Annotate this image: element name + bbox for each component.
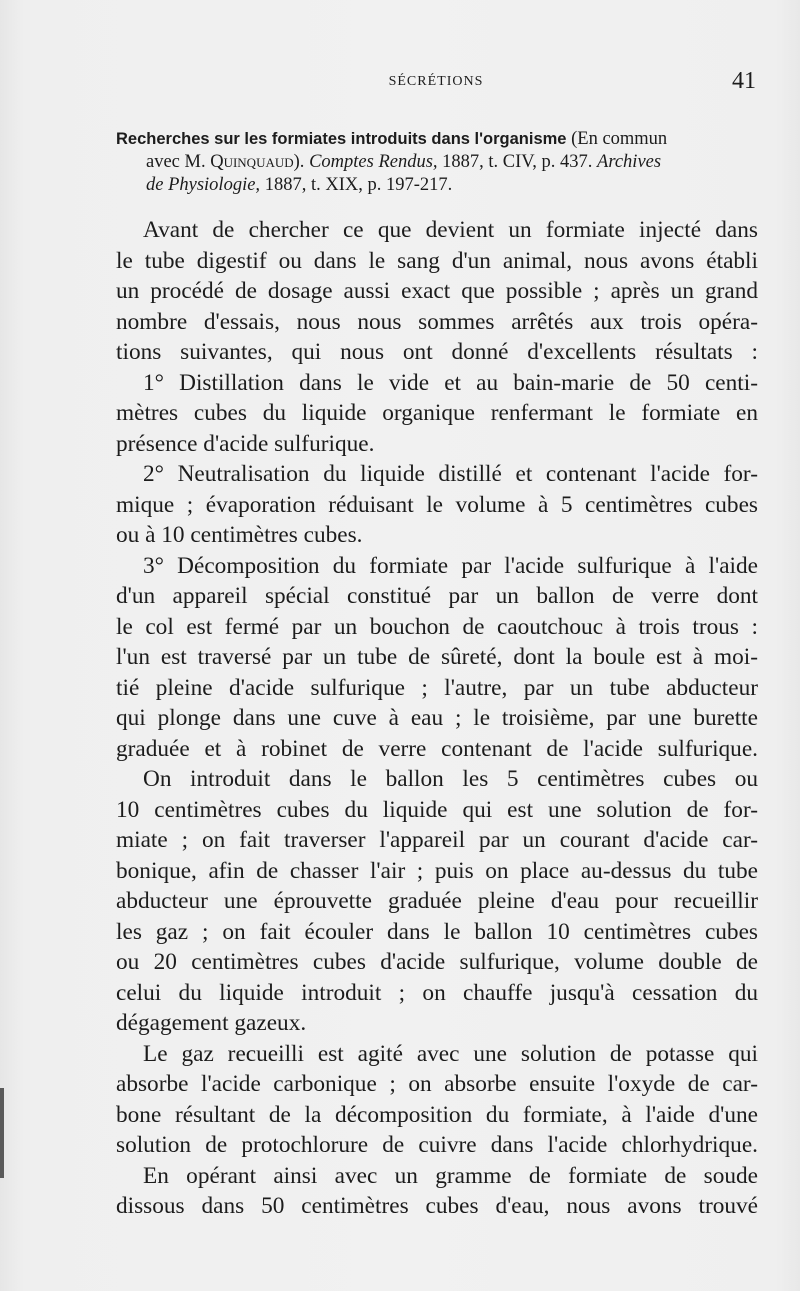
text-line: un procédé de dosage aussi exact que possible ; après un grand: [116, 278, 758, 304]
text-line: celui du liquide introduit ; on chauffe jusqu'à cessation du: [116, 979, 758, 1006]
text-line: le tube digestif ou dans le sang d'un animal, nous avons établi: [116, 247, 758, 274]
text-line: 1° Distillation dans le vide et au bain-marie de 50 centi-: [143, 369, 758, 396]
page-edge-shadow: [0, 1088, 4, 1178]
text-line: Le gaz recueilli est agité avec une solution de potasse qui: [143, 1040, 758, 1067]
text-line: bonique, afin de chasser l'air ; puis on place au-dessus du tube: [116, 857, 758, 884]
journal-name: Archives: [597, 152, 662, 172]
text-line: mètres cubes du liquide organique renfermant le formiate en: [116, 400, 758, 426]
reference-author: Quinquaud: [210, 152, 294, 172]
reference-text: (En commun: [566, 129, 668, 149]
reference-text: ).: [293, 152, 310, 172]
reference-text: 1887, t. CIV, p. 437.: [437, 152, 598, 172]
text-line: abducteur une éprouvette graduée pleine d'eau pour recueillir: [116, 888, 758, 914]
reference-title: Recherches sur les formiates introduits dans l'organisme: [116, 130, 567, 148]
page-number: 41: [732, 68, 756, 94]
text-line: miate ; on fait traverser l'appareil par un courant d'acide car-: [116, 827, 758, 853]
text-line: dissous dans 50 centimètres cubes d'eau, nous avons trouvé: [116, 1193, 758, 1219]
text-line: dégagement gazeux.: [116, 1010, 307, 1036]
text-line: graduée et à robinet de verre contenant de l'acide sulfurique.: [116, 735, 758, 762]
text-line: 2° Neutralisation du liquide distillé et contenant l'acide for-: [143, 461, 758, 487]
text-line: Avant de chercher ce que devient un formiate injecté dans: [143, 217, 758, 243]
text-line: On introduit dans le ballon les 5 centimètres cubes ou: [143, 766, 758, 792]
text-line: l'un est traversé par un tube de sûreté, dont la boule est à moi-: [116, 644, 758, 670]
text-line: solution de protochlorure de cuivre dans l'acide chlorhydrique.: [116, 1132, 758, 1158]
text-line: présence d'acide sulfurique.: [116, 430, 375, 457]
text-line: d'un appareil spécial constitué par un ballon de verre dont: [116, 583, 758, 609]
text-line: absorbe l'acide carbonique ; on absorbe ensuite l'oxyde de car-: [116, 1071, 758, 1097]
text-line: ou à 10 centimètres cubes.: [116, 522, 363, 548]
text-line: les gaz ; on fait écouler dans le ballon 10 centimètres cubes: [116, 918, 758, 945]
text-line: bone résultant de la décomposition du formiate, à l'aide d'une: [116, 1101, 758, 1128]
text-line: 3° Décomposition du formiate par l'acide sulfurique à l'aide: [143, 552, 758, 579]
reference-line: [116, 128, 756, 151]
text-line: tié pleine d'acide sulfurique ; l'autre, par un tube abducteur: [116, 674, 758, 701]
text-line: le col est fermé par un bouchon de caoutchouc à trois trous :: [116, 613, 758, 640]
text-line: 10 centimètres cubes du liquide qui est une solution de for-: [116, 796, 758, 823]
body-text: [116, 215, 758, 1222]
text-line: mique ; évaporation réduisant le volume à 5 centimètres cubes: [116, 491, 758, 518]
text-line: tions suivantes, qui nous ont donné d'excellents résultats :: [116, 339, 758, 365]
journal-name: Comptes Rendus,: [309, 152, 438, 172]
page-header: [116, 68, 756, 96]
reference-text: avec M.: [146, 152, 211, 172]
text-line: ou 20 centimètres cubes d'acide sulfurique, volume double de: [116, 949, 758, 975]
journal-name: de Physiologie,: [146, 175, 261, 195]
reference-line: [116, 174, 756, 197]
reference-line: [116, 151, 756, 174]
running-title: SÉCRÉTIONS: [388, 74, 484, 89]
text-line: En opérant ainsi avec un gramme de formiate de soude: [143, 1162, 758, 1189]
text-line: nombre d'essais, nous nous sommes arrêtés aux trois opéra-: [116, 308, 758, 335]
reference-text: 1887, t. XIX, p. 197-217.: [260, 175, 453, 195]
text-line: qui plonge dans une cuve à eau ; le troisième, par une burette: [116, 705, 758, 731]
bibliographic-reference: [116, 128, 756, 197]
